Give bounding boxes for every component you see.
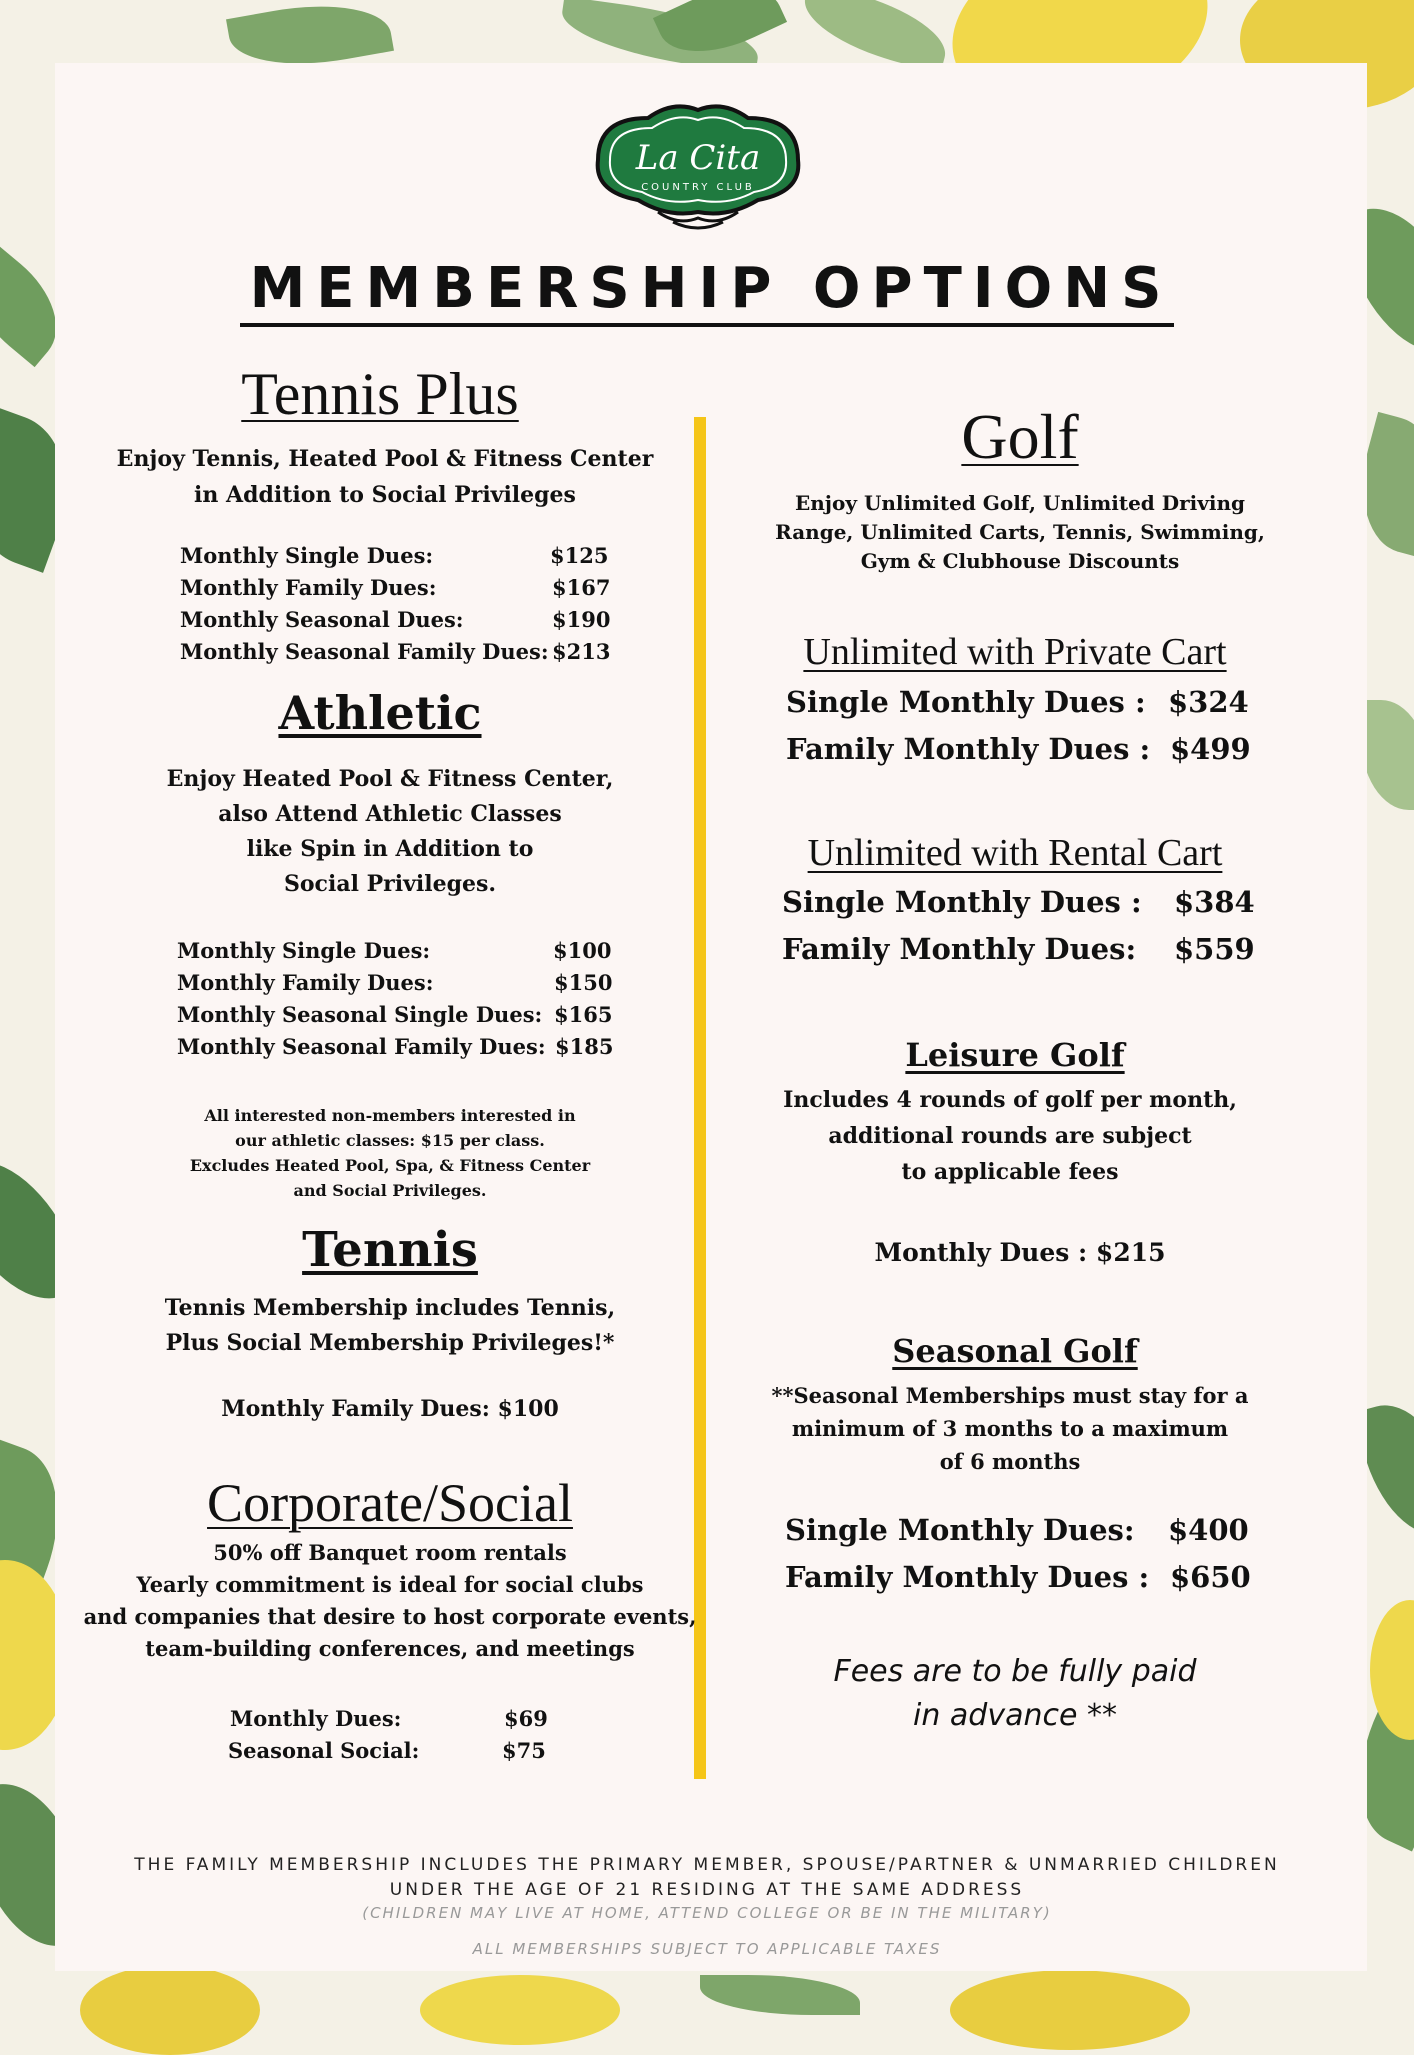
corporate-description: 50% off Banquet room rentals Yearly commitment is ideal for social clubs and companies that desire to host corporate events, team-building conferences, and meetings — [83, 1540, 697, 1661]
corporate-title: Corporate/Social — [207, 1473, 573, 1533]
tennis-dues: Monthly Family Dues: $100 — [221, 1396, 559, 1422]
rental-cart-title: Unlimited with Rental Cart — [807, 832, 1223, 874]
fees-note: Fees are to be fully paid in advance ** — [833, 1654, 1197, 1733]
athletic-title: Athletic — [278, 686, 482, 740]
footer-family-note: THE FAMILY MEMBERSHIP INCLUDES THE PRIMARY MEMBER, SPOUSE/PARTNER & UNMARRIED CHILDREN UNDER THE AGE OF 21 RESIDING AT THE SAME ADDRESS — [134, 1855, 1280, 1900]
tennis-plus-title: Tennis Plus — [241, 361, 519, 427]
logo-name: La Cita — [635, 138, 761, 178]
golf-title: Golf — [961, 401, 1079, 472]
athletic-description: Enjoy Heated Pool & Fitness Center, also Attend Athletic Classes like Spin in Addition to Social Privileges. — [166, 766, 614, 897]
golf-description: Enjoy Unlimited Golf, Unlimited Driving Range, Unlimited Carts, Tennis, Swimming, Gym & Clubhouse Discounts — [775, 491, 1265, 573]
footer-children-note: (CHILDREN MAY LIVE AT HOME, ATTEND COLLEGE OR BE IN THE MILITARY) — [362, 1904, 1052, 1922]
leisure-golf-description: Includes 4 rounds of golf per month, additional rounds are subject to applicable fees — [783, 1087, 1237, 1185]
tennis-description: Tennis Membership includes Tennis, Plus Social Membership Privileges!* — [164, 1295, 616, 1356]
leisure-golf-title: Leisure Golf — [905, 1036, 1125, 1074]
athletic-note: All interested non-members interested in our athletic classes: $15 per class. Excludes Heated Pool, Spa, & Fitness Center and Social Privileges. — [189, 1106, 591, 1200]
private-cart-title: Unlimited with Private Cart — [803, 631, 1227, 673]
logo-subtitle: COUNTRY CLUB — [641, 182, 755, 193]
leisure-golf-dues: Monthly Dues : $215 — [874, 1238, 1166, 1267]
page-title: MEMBERSHIP OPTIONS — [0, 256, 1414, 321]
tennis-title: Tennis — [302, 1222, 478, 1278]
footer-tax-note: ALL MEMBERSHIPS SUBJECT TO APPLICABLE TAXES — [472, 1940, 942, 1958]
seasonal-golf-description: **Seasonal Memberships must stay for a minimum of 3 months to a maximum of 6 months — [771, 1383, 1249, 1474]
seasonal-golf-title: Seasonal Golf — [892, 1332, 1138, 1370]
tennis-plus-description: Enjoy Tennis, Heated Pool & Fitness Center in Addition to Social Privileges — [116, 446, 654, 508]
